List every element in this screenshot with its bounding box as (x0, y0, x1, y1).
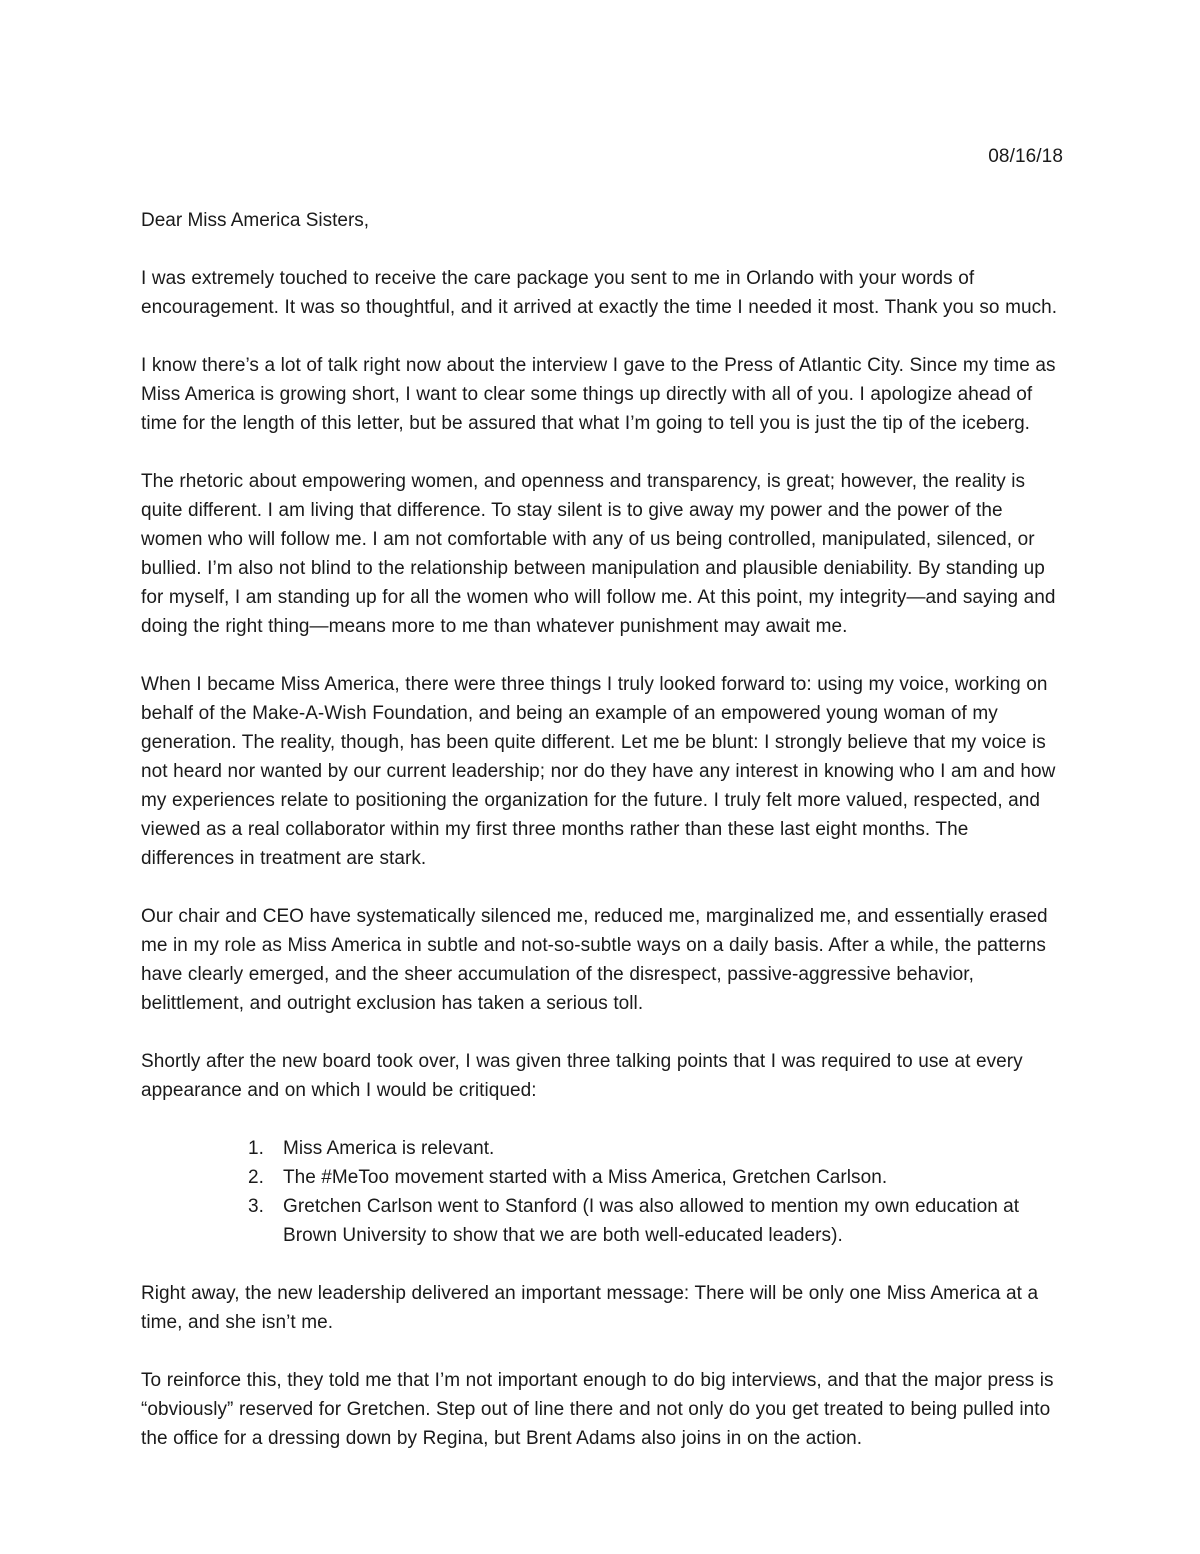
list-item: Miss America is relevant. (283, 1138, 495, 1159)
letter-paragraph-7: Right away, the new leadership delivered an important message: There will be only one Miss America at a time, and she isn’t me. (141, 1283, 1039, 1333)
talking-points-list (141, 1105, 1063, 1250)
letter-paragraph-6: Shortly after the new board took over, I was given three talking points that I was required to use at every appearance and on which I would be critiqued: (141, 1051, 1023, 1101)
letter-paragraph-3: The rhetoric about empowering women, and openness and transparency, is great; however, the reality is quite different. I am living that difference. To stay silent is to give away my power and the power of the women who will follow me. I am not comfortable with any of us being controlled, manipulated, silenced, or bullied. I’m also not blind to the relationship between manipulation and plausible deniability. By standing up for myself, I am standing up for all the women who will follow me. At this point, my integrity—and saying and doing the right thing—means more to me than whatever punishment may await me. (141, 471, 1056, 637)
letter-content (141, 0, 1063, 1453)
letter-paragraph-8: To reinforce this, they told me that I’m not important enough to do big interviews, and that the major press is “obviously” reserved for Gretchen. Step out of line there and not only do you get treated to being pulled into the office for a dressing down by Regina, but Brent Adams also joins in on the action. (141, 1370, 1054, 1449)
letter-paragraph-1: I was extremely touched to receive the care package you sent to me in Orlando with your words of encouragement. It was so thoughtful, and it arrived at exactly the time I needed it most. Thank you so much. (141, 268, 1058, 318)
list-item: Gretchen Carlson went to Stanford (I was also allowed to mention my own education at Brown University to show that we are both well-educated leaders). (283, 1196, 1020, 1246)
letter-date: 08/16/18 (988, 146, 1063, 167)
letter-paragraph-4: When I became Miss America, there were three things I truly looked forward to: using my voice, working on behalf of the Make-A-Wish Foundation, and being an example of an empowered young woman of my generation. The reality, though, has been quite different. Let me be blunt: I strongly believe that my voice is not heard nor wanted by our current leadership; nor do they have any interest in knowing who I am and how my experiences relate to positioning the organization for the future. I truly felt more valued, respected, and viewed as a real collaborator within my first three months rather than these last eight months. The differences in treatment are stark. (141, 674, 1056, 869)
letter-paragraph-5: Our chair and CEO have systematically silenced me, reduced me, marginalized me, and essentially erased me in my role as Miss America in subtle and not-so-subtle ways on a daily basis. After a while, the patterns have clearly emerged, and the sheer accumulation of the disrespect, passive-aggressive behavior, belittlement, and outright exclusion has taken a serious toll. (141, 906, 1048, 1014)
list-item: The #MeToo movement started with a Miss America, Gretchen Carlson. (283, 1167, 888, 1188)
letter-paragraph-2: I know there’s a lot of talk right now about the interview I gave to the Press of Atlantic City. Since my time as Miss America is growing short, I want to clear some things up directly with all of you. I apologize ahead of time for the length of this letter, but be assured that what I’m going to tell you is just the tip of the iceberg. (141, 355, 1056, 434)
letter-salutation: Dear Miss America Sisters, (141, 210, 370, 231)
